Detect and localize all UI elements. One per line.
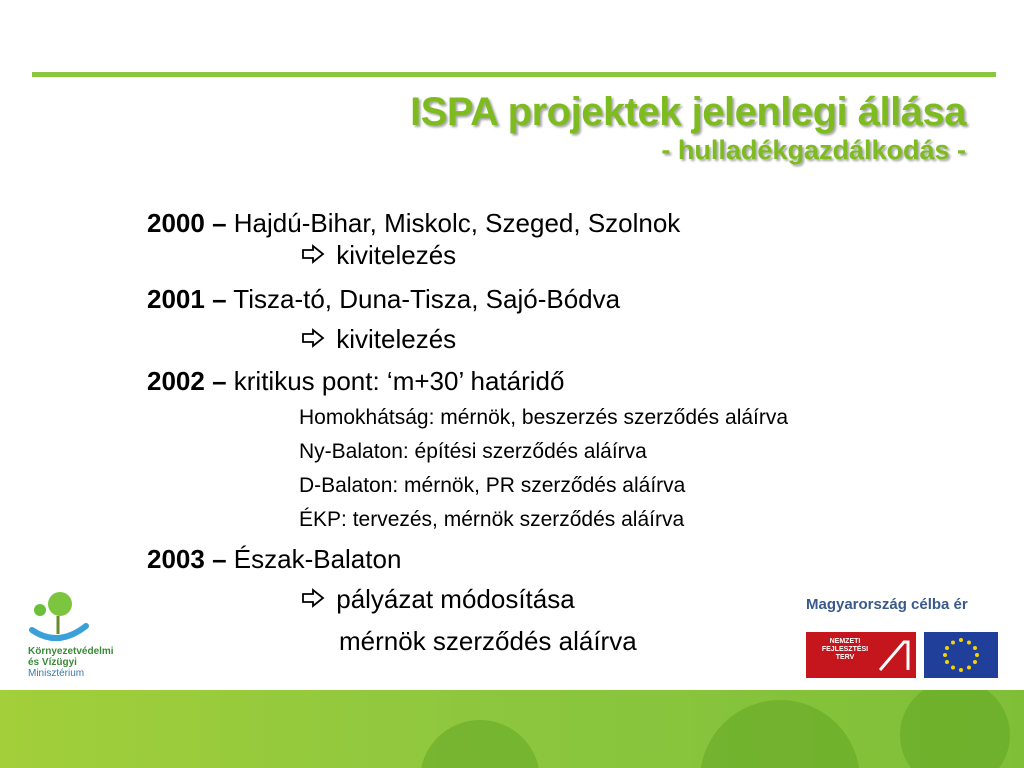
- ministry-name: [28, 646, 114, 679]
- footer-band: [0, 690, 1024, 768]
- year-label: 2001 –: [147, 284, 227, 314]
- nft-line: TERV: [835, 654, 855, 661]
- sub-item: Homokhátság: mérnök, beszerzés szerződés aláírva: [299, 406, 789, 429]
- right-outline-arrow-icon: [299, 588, 329, 608]
- ministry-line: Minisztérium: [28, 668, 85, 679]
- entry-2000: [147, 208, 680, 239]
- title-sub: - hulladékgazdálkodás -: [661, 135, 966, 165]
- entry-text: Észak-Balaton: [233, 544, 402, 574]
- entry-2001-result: [299, 324, 456, 355]
- result-text: mérnök szerződés aláírva: [339, 626, 637, 656]
- nft-line: NEMZETI: [829, 638, 861, 645]
- year-label: 2000 –: [147, 208, 227, 238]
- nft-logo: [806, 632, 916, 678]
- result-text: kivitelezés: [336, 240, 457, 270]
- entry-2002: [147, 366, 564, 397]
- year-label: 2003 –: [147, 544, 227, 574]
- entry-2001: [147, 284, 620, 315]
- year-label: 2002 –: [147, 366, 227, 396]
- entry-2003: [147, 544, 401, 575]
- slogan: Magyarország célba ér: [806, 596, 968, 613]
- slide-title: [410, 90, 966, 166]
- right-outline-arrow-icon: [299, 328, 329, 348]
- result-text: kivitelezés: [336, 324, 457, 354]
- eu-flag-icon: [924, 632, 998, 678]
- right-outline-arrow-icon: [299, 244, 329, 264]
- sub-item: Ny-Balaton: építési szerződés aláírva: [299, 440, 647, 463]
- title-main: ISPA projektek jelenlegi állása: [410, 90, 966, 134]
- top-divider: [32, 72, 996, 77]
- sub-item: ÉKP: tervezés, mérnök szerződés aláírva: [299, 508, 685, 531]
- ministry-line: Környezetvédelmi: [28, 646, 114, 657]
- ministry-line: és Vízügyi: [28, 657, 77, 668]
- entry-text: Tisza-tó, Duna-Tisza, Sajó-Bódva: [233, 284, 621, 314]
- decor-circle: [700, 700, 860, 768]
- entry-2003-result: [299, 584, 575, 615]
- nft-line: FEJLESZTÉSI: [821, 646, 869, 653]
- sub-item: D-Balaton: mérnök, PR szerződés aláírva: [299, 474, 686, 497]
- entry-2000-result: [299, 240, 456, 271]
- decor-circle: [420, 720, 540, 768]
- result-text: pályázat módosítása: [336, 584, 575, 614]
- nft-text: [814, 638, 876, 662]
- decor-circle: [900, 690, 1010, 768]
- entry-text: kritikus pont: ‘m+30’ határidő: [233, 366, 565, 396]
- nft-mark-icon: [878, 638, 910, 672]
- entry-text: Hajdú-Bihar, Miskolc, Szeged, Szolnok: [233, 208, 681, 238]
